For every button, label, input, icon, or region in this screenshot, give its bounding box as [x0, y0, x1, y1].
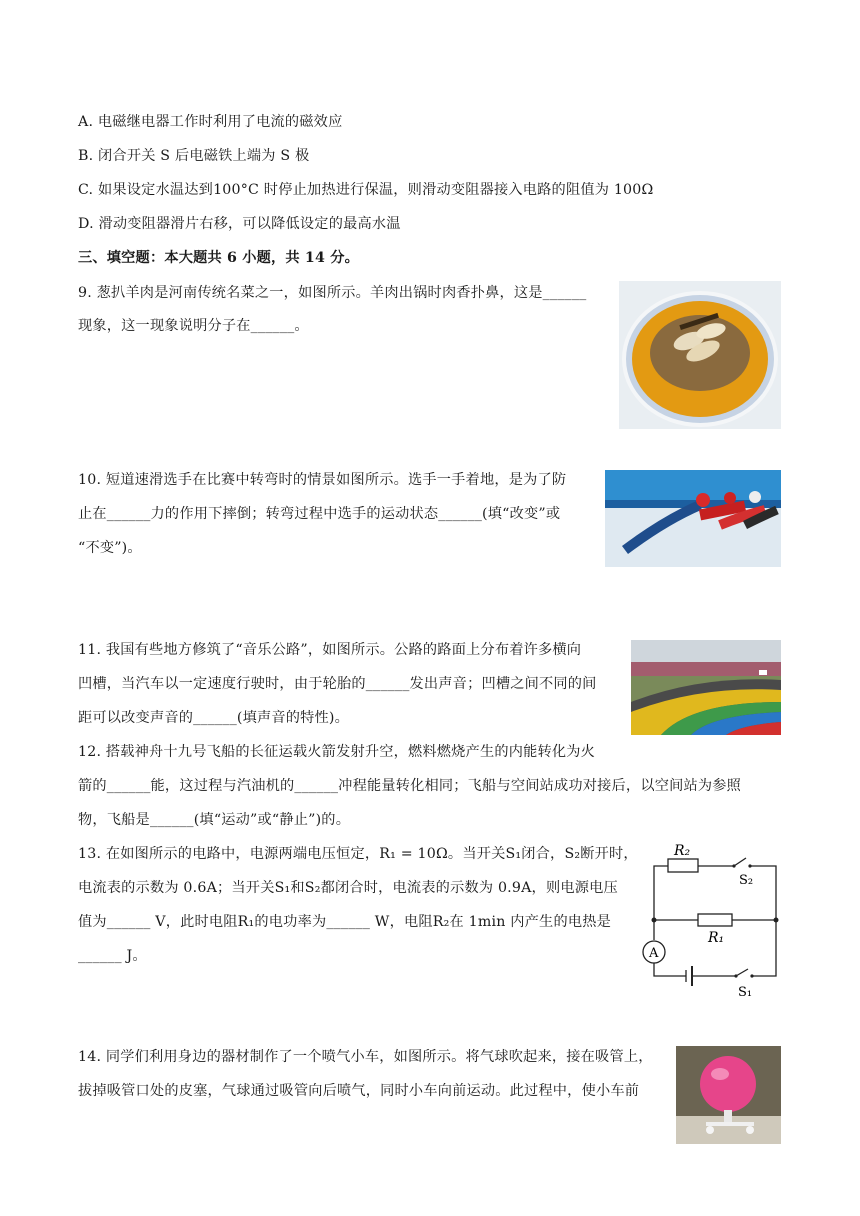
q12-line-1: 12. 搭载神舟十九号飞船的长征运载火箭发射升空，燃料燃烧产生的内能转化为火	[78, 744, 596, 760]
q9-line-2: 现象，这一现象说明分子在______。	[78, 318, 309, 334]
q11-line-1: 11. 我国有些地方修筑了“音乐公路”，如图所示。公路的路面上分布着许多横向	[78, 642, 582, 658]
label-ammeter: A	[649, 946, 659, 961]
q14-line-2: 拔掉吸管口处的皮塞，气球通过吸管向后喷气，同时小车向前运动。此过程中，使小车前	[78, 1083, 640, 1099]
q10-line-1: 10. 短道速滑选手在比赛中转弯时的情景如图所示。选手一手着地，是为了防	[78, 472, 567, 488]
q12-line-2: 箭的______能，这过程与汽油机的______冲程能量转化相同；飞船与空间站成功对接后，以空间站为参照	[78, 778, 742, 794]
q13-circuit-diagram	[638, 838, 783, 1000]
resistor-r2-symbol	[668, 859, 698, 872]
q10-line-2: 止在______力的作用下摔倒；转弯过程中选手的运动状态______(填“改变”或	[78, 506, 561, 522]
q13-line-2: 电流表的示数为 0.6A；当开关S₁和S₂都闭合时，电流表的示数为 0.9A，则电源电压	[78, 880, 618, 896]
option-a: A. 电磁继电器工作时利用了电流的磁效应	[78, 114, 343, 130]
option-c: C. 如果设定水温达到100°C 时停止加热进行保温，则滑动变阻器接入电路的阻值为 100Ω	[78, 182, 654, 198]
label-r1: R₁	[708, 930, 725, 946]
label-r2: R₂	[674, 843, 691, 859]
q13-line-4: ______ J。	[78, 948, 147, 964]
q9-line-1: 9. 葱扒羊肉是河南传统名菜之一，如图所示。羊肉出锅时肉香扑鼻，这是______	[78, 285, 587, 301]
q13-line-3: 值为______ V，此时电阻R₁的电功率为______ W，电阻R₂在 1min 内产生的电热是	[78, 914, 612, 930]
q12-line-3: 物，飞船是______(填“运动”或“静止”)的。	[78, 812, 351, 828]
section-heading: 三、填空题：本大题共 6 小题，共 14 分。	[78, 250, 359, 266]
q9-lamb-dish-photo	[619, 281, 781, 429]
label-s1: S₁	[738, 985, 753, 1000]
q14-balloon-car-photo	[676, 1046, 781, 1144]
option-b: B. 闭合开关 S 后电磁铁上端为 S 极	[78, 148, 310, 164]
q10-line-3: “不变”)。	[78, 540, 142, 556]
q11-music-road-photo	[631, 640, 781, 735]
q11-line-3: 距可以改变声音的______(填声音的特性)。	[78, 710, 350, 726]
resistor-r1-symbol	[698, 914, 732, 926]
q11-line-2: 凹槽，当汽车以一定速度行驶时，由于轮胎的______发出声音；凹槽之间不同的间	[78, 676, 597, 692]
q10-speed-skating-photo	[605, 470, 781, 567]
label-s2: S₂	[739, 873, 754, 888]
option-d: D. 滑动变阻器滑片右移，可以降低设定的最高水温	[78, 216, 401, 232]
q14-line-1: 14. 同学们利用身边的器材制作了一个喷气小车，如图所示。将气球吹起来，接在吸管上，	[78, 1049, 653, 1065]
q13-line-1: 13. 在如图所示的电路中，电源两端电压恒定，R₁ = 10Ω。当开关S₁闭合，S₂断开时，	[78, 846, 638, 862]
